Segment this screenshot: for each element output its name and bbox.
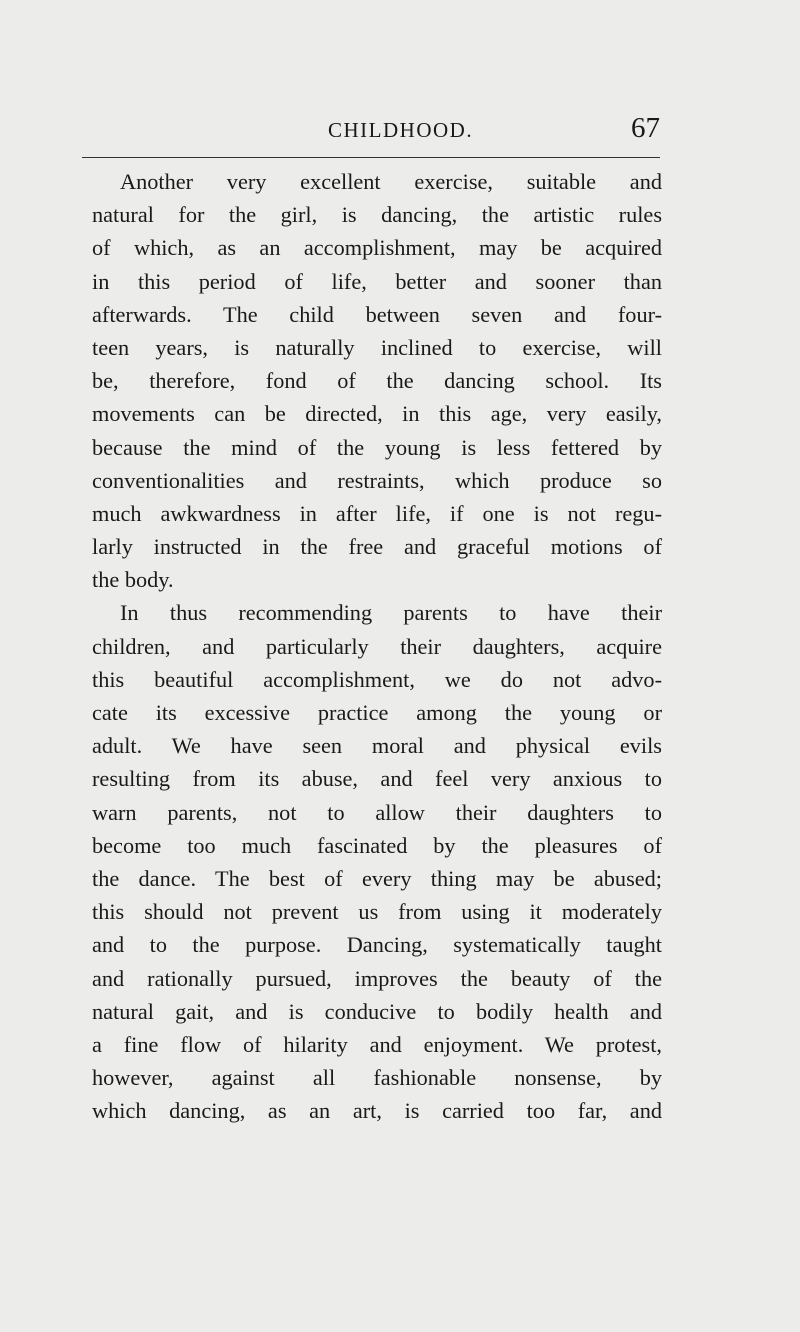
text-line: of which, as an accomplishment, may be acquired [92, 235, 662, 261]
header-rule [82, 157, 660, 158]
running-title: CHILDHOOD. [328, 118, 474, 142]
text-line: a fine flow of hilarity and enjoyment. We protest, [92, 1031, 662, 1057]
text-line: conventionalities and restraints, which produce so [92, 467, 662, 493]
text-line: be, therefore, fond of the dancing school. Its [92, 368, 662, 394]
text-line: and rationally pursued, improves the beauty of the [92, 965, 662, 991]
text-line: this beautiful accomplishment, we do not advo- [92, 666, 662, 692]
text-line: larly instructed in the free and graceful motions of [92, 534, 662, 560]
text-line: natural for the girl, is dancing, the artistic rules [92, 202, 662, 228]
text-line: adult. We have seen moral and physical evils [92, 733, 662, 759]
text-line: In thus recommending parents to have their [120, 600, 662, 626]
text-line: the dance. The best of every thing may be abused; [92, 865, 662, 891]
text-line: which dancing, as an art, is carried too far, and [92, 1098, 662, 1124]
body-text [92, 165, 662, 1127]
text-line: warn parents, not to allow their daughters to [92, 799, 662, 825]
text-line: natural gait, and is conducive to bodily health and [92, 998, 662, 1024]
text-line: teen years, is naturally inclined to exercise, will [92, 334, 662, 360]
text-line: resulting from its abuse, and feel very anxious to [92, 766, 662, 792]
text-line: afterwards. The child between seven and four- [92, 301, 662, 327]
text-line: Another very excellent exercise, suitable and [120, 169, 662, 194]
text-line: the body. [92, 567, 174, 593]
text-line: cate its excessive practice among the young or [92, 700, 662, 725]
page-number: 67 [631, 112, 660, 144]
text-line: because the mind of the young is less fettered by [92, 434, 662, 460]
text-line: children, and particularly their daughters, acquire [92, 633, 662, 659]
text-line: this should not prevent us from using it moderately [92, 899, 662, 925]
text-line: become too much fascinated by the pleasures of [92, 832, 662, 858]
text-line: and to the purpose. Dancing, systematically taught [92, 932, 662, 958]
text-line: much awkwardness in after life, if one is not regu- [92, 500, 662, 526]
text-line: in this period of life, better and sooner than [92, 268, 662, 294]
text-line: however, against all fashionable nonsense, by [92, 1065, 662, 1091]
running-head [60, 112, 660, 148]
text-line: movements can be directed, in this age, very easily, [92, 401, 662, 427]
